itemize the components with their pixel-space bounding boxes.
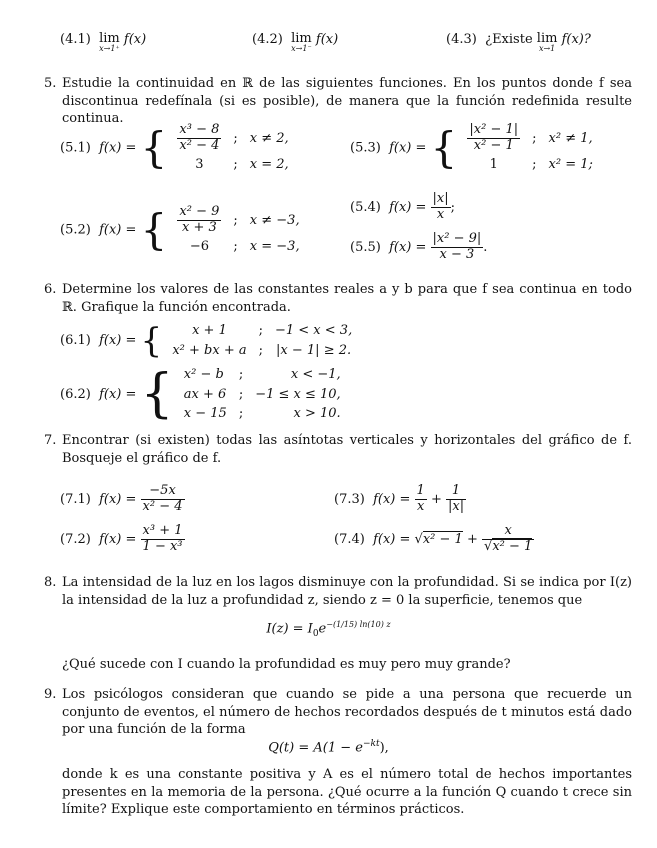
left-brace: { [140,123,168,173]
item-label: (6.1) [60,333,91,349]
item-6-2 [60,365,347,424]
problem-8-number: 8. [44,575,57,590]
sqrt-symbol: √ [484,538,493,554]
item-7-2 [60,524,185,555]
fraction: $\frac{1}{x}$ [416,483,425,514]
function-lhs: f(x) = [373,531,411,547]
left-brace: { [140,364,174,425]
item-label: (4.1) [60,32,91,47]
piecewise-cases: x² − b ; x < −1, ax + 6 ; −1 ≤ x ≤ 10, x − 15 ; x > 10. [183,367,341,422]
fraction: $\frac{-5x}{\text{x² − 4}}$ [142,483,183,514]
memory-equation: $Q(t) = A(1 - e^{-kt})$, [268,739,389,756]
problem-5-number: 5. [44,76,57,91]
piecewise-cases: x + 1 ; −1 < x < 3, x² + bx + a ; |x − 1| ≥ 2. [172,323,353,358]
radicand: x² − 1 [422,531,463,547]
item-label: (5.1) [60,140,91,156]
item-label: (4.2) [252,32,283,47]
exists-text: ¿Existe [485,32,533,47]
item-5-1 [60,122,295,174]
limit-operator: lim x→1⁺ [99,31,120,53]
function-lhs: f(x) = [389,239,427,255]
item-5-3 [350,122,599,174]
item-label: (7.4) [334,531,365,547]
problem-7-text: Encontrar (si existen) todas las asíntotas verticales y horizontales del gráfico de f. Bosqueje el gráfico de f. [62,433,632,466]
function-lhs: f(x) = [99,491,137,507]
item-label: (4.3) [446,32,477,47]
function-lhs: f(x) = [99,140,137,156]
problem-9-text-2: donde k es una constante positiva y A es el número total de hechos importantes presentes en la memoria de la persona. ¿Qué ocurre a la función Q cuando t crece sin límite? Explique este comportamiento en términos prácticos. [62,767,632,818]
piecewise-cases: $\frac{\text{x² − 9}}{x + 3}$ ; x ≠ −3, −6 ; x = −3, [179,204,300,254]
item-label: (7.2) [60,531,91,547]
item-label: (5.3) [350,140,381,156]
function-expr: f(x) [315,32,339,47]
item-4-2 [252,31,338,53]
problem-9-text-1: Los psicólogos consideran que cuando se pide a una persona que recuerde un conjunto de eventos, el número de hechos recordados después de t minutos está dado por una función de la forma [62,687,632,738]
function-lhs: f(x) = [99,222,137,238]
item-label: (6.2) [60,386,91,402]
function-lhs: f(x) = [99,386,137,402]
fraction: $\frac{x}{\text{√x² − 1}}$ [484,523,533,554]
item-7-3: (7.3) f(x) = $\frac{1}{x}$ + $\frac{1}{|x|}$ [334,483,465,514]
problem-8-text: La intensidad de la luz en los lagos disminuye con la profundidad. Si se indica por I(z) la intensidad de la luz a profundidad z, siendo z = 0 la superficie, tenemos que [62,575,632,608]
problem-6-text: Determine los valores de las constantes reales a y b para que f sea continua en todo ℝ. Grafique la función encontrada. [62,282,632,315]
piecewise-cases: $\frac{\text{x³ − 8}}{\text{x² − 4}}$ ; x ≠ 2, 3 ; x = 2, [179,122,289,172]
problem-6-number: 6. [44,282,57,297]
function-lhs: f(x) = [389,199,427,215]
sqrt-symbol: √ [414,531,423,547]
function-expr: f(x)? [561,32,591,47]
item-6-1 [60,321,358,360]
item-5-2 [60,204,306,256]
left-brace: { [140,205,168,255]
item-label: (7.1) [60,491,91,507]
function-lhs: f(x) = [99,531,137,547]
light-intensity-equation: $I(z) = I_0e^{-(1/15) ln(10) z}$ [266,620,391,639]
problem-5-text: Estudie la continuidad en ℝ de las siguientes funciones. En los puntos donde f sea discontinua redefínala (si es posible), de manera que la función redefinida resulte continua. [62,76,632,127]
problem-8-question: ¿Qué sucede con I cuando la profundidad es muy pero muy grande? [62,657,511,672]
item-label: (5.2) [60,222,91,238]
function-expr: f(x) [123,32,147,47]
left-brace: { [430,123,458,173]
limit-operator: lim x→1⁻ [291,31,312,53]
left-brace: { [140,320,163,361]
item-5-4: (5.4) f(x) = $\frac{|x|}{x}$ ; [350,191,456,222]
item-5-5: (5.5) f(x) = $\frac{\text{|x² − 9|}}{x - 3}$ . [350,231,488,262]
function-lhs: f(x) = [373,491,411,507]
function-lhs: f(x) = [99,333,137,349]
function-lhs: f(x) = [389,140,427,156]
fraction: $\frac{1}{|x|}$ [448,483,465,514]
piecewise-cases: $\frac{\text{|x² − 1|}}{\text{x² − 1}}$ ; x² ≠ 1, 1 ; x² = 1; [469,122,593,172]
item-label: (5.5) [350,239,381,255]
problem-7-number: 7. [44,433,57,448]
item-7-4: (7.4) f(x) = √x² − 1 + $\frac{x}{\text{√x² − 1}}$ [334,523,533,554]
item-4-1 [60,31,146,53]
limit-operator: lim x→1 [536,31,558,53]
item-label: (5.4) [350,199,381,215]
problem-9-number: 9. [44,687,57,702]
item-4-3 [446,31,591,53]
item-label: (7.3) [334,491,365,507]
fraction: $\frac{\text{|x² − 9|}}{x - 3}$ [432,231,482,262]
item-7-1 [60,484,185,515]
fraction: $\frac{|x|}{x}$ [432,191,449,222]
fraction: $\frac{\text{x³ + 1}}{\text{1 − x³}}$ [142,523,183,554]
